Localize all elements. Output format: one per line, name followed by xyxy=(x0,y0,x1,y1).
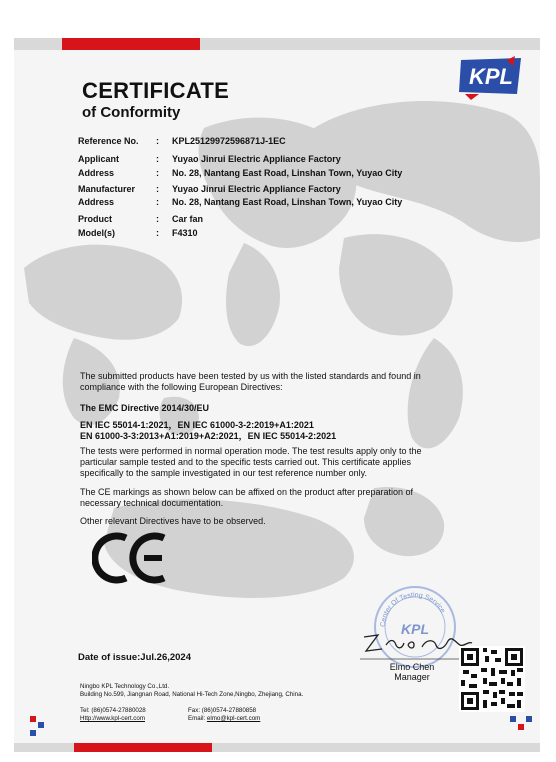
stamp-logo: KPL xyxy=(401,621,429,637)
footer-website-link[interactable]: Http://www.kpl-cert.com xyxy=(80,715,145,722)
standards-line-2: EN 61000-3-3:2013+A1:2019+A2:2021，EN IEC 55014-2:2021 xyxy=(80,431,337,441)
field-label-applicant-address: Address xyxy=(78,168,115,178)
field-label-manufacturer-address: Address xyxy=(78,197,115,207)
standards-line-1: EN IEC 55014-1:2021，EN IEC 61000-3-2:2019+A1:2021 xyxy=(80,420,314,430)
field-label-model: Model(s) xyxy=(78,228,115,238)
field-label-manufacturer: Manufacturer xyxy=(78,184,136,194)
field-value-model: F4310 xyxy=(172,228,198,238)
other-directives-note: Other relevant Directives have to be observed. xyxy=(80,516,266,526)
footer-email xyxy=(188,715,260,723)
issue-date-label: Date of issue: xyxy=(78,652,141,663)
field-value-manufacturer-address: No. 28, Nantang East Road, Linshan Town, Yuyao City xyxy=(172,197,403,207)
field-label-applicant: Applicant xyxy=(78,154,120,164)
field-value-product: Car fan xyxy=(172,214,204,224)
footer-email-link[interactable]: elmo@kpl-cert.com xyxy=(206,715,261,722)
decor-square-blue xyxy=(510,716,516,722)
field-colon: : xyxy=(156,228,159,238)
field-value-manufacturer: Yuyao Jinrui Electric Appliance Factory xyxy=(172,184,341,194)
field-value-applicant: Yuyao Jinrui Electric Appliance Factory xyxy=(172,154,341,164)
field-colon: : xyxy=(156,214,159,224)
decor-square-blue xyxy=(38,722,44,728)
test-note: The tests were performed in normal operation mode. The test results apply only to the particular sample tested and to the specific tests carried out. This certificate applies specifically to the sample investigated in our test reference number only. xyxy=(80,446,422,478)
decor-square-red xyxy=(518,724,524,730)
field-label-product: Product xyxy=(78,214,113,224)
footer-address: Building No.599, Jiangnan Road, National Hi-Tech Zone,Ningbo, Zhejiang, China. xyxy=(80,691,304,698)
signer-title: Manager xyxy=(394,672,430,682)
footer-email-label: Email: xyxy=(188,715,207,722)
bottom-red-bar xyxy=(74,743,212,752)
footer-company: Ningbo KPL Technology Co.,Ltd. xyxy=(80,683,170,690)
top-red-bar xyxy=(62,38,200,50)
issue-date xyxy=(78,652,191,663)
decor-square-blue xyxy=(526,716,532,722)
field-colon: : xyxy=(156,197,159,207)
decor-square-red xyxy=(30,716,36,722)
certificate-subtitle: of Conformity xyxy=(82,104,181,121)
top-border-strip xyxy=(14,38,540,50)
ce-mark-icon xyxy=(92,532,172,584)
signature-icon xyxy=(356,615,476,663)
field-colon: : xyxy=(156,136,159,146)
field-value-reference: KPL25129972596871J-1EC xyxy=(172,136,286,146)
qr-code-icon[interactable] xyxy=(459,646,525,712)
field-colon: : xyxy=(156,168,159,178)
kpl-logo-icon xyxy=(455,54,527,102)
field-label-reference: Reference No. xyxy=(78,136,139,146)
field-colon: : xyxy=(156,154,159,164)
footer-fax: Fax: (86)0574-27880858 xyxy=(188,707,257,714)
field-value-applicant-address: No. 28, Nantang East Road, Linshan Town, Yuyao City xyxy=(172,168,403,178)
signer-name: Elmo Chen xyxy=(389,662,435,672)
logo-text: KPL xyxy=(469,64,513,89)
certificate-title: CERTIFICATE xyxy=(82,78,230,103)
field-colon: : xyxy=(156,184,159,194)
stamp-text: Center Of Testing Service xyxy=(379,591,447,628)
decor-square-blue xyxy=(30,730,36,736)
issue-date-value: Jul.26,2024 xyxy=(140,652,192,663)
footer-tel: Tel: (86)0574-27880028 xyxy=(80,707,146,714)
bottom-border-strip xyxy=(14,743,540,752)
directive-name: The EMC Directive 2014/30/EU xyxy=(80,403,210,413)
compliance-statement: The submitted products have been tested by us with the listed standards and found in compliance with the following European Directives: xyxy=(80,371,421,392)
ce-note: The CE markings as shown below can be affixed on the product after preparation of necessary technical documentation. xyxy=(80,487,414,508)
